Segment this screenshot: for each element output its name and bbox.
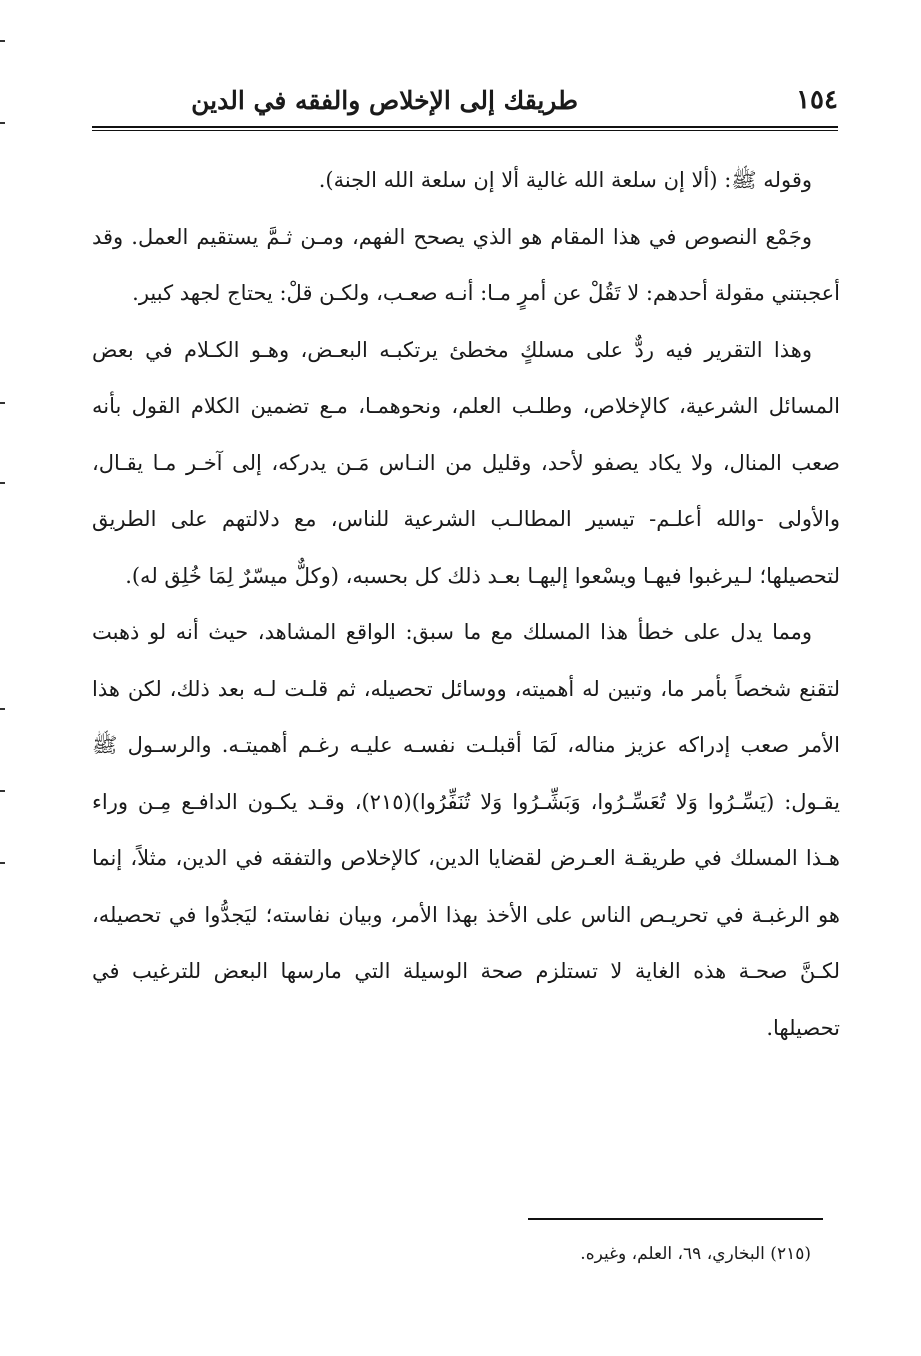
body-text bbox=[92, 152, 840, 1056]
footnote: (٢١٥) البخاري، ٦٩، العلم، وغيره. bbox=[580, 1244, 811, 1264]
running-title: طريقك إلى الإخلاص والفقه في الدين bbox=[191, 86, 578, 115]
paragraph: وقوله ﷺ: (ألا إن سلعة الله غالية ألا إن سلعة الله الجنة). bbox=[318, 168, 812, 192]
scan-edge-mark bbox=[0, 122, 5, 124]
scan-edge-mark bbox=[0, 708, 5, 710]
header-rule bbox=[92, 126, 838, 131]
page-number: ١٥٤ bbox=[796, 85, 838, 115]
scan-edge-mark bbox=[0, 482, 5, 484]
paragraph: وجَمْع النصوص في هذا المقام هو الذي يصحح الفهم، ومـن ثـمَّ يستقيم العمل. وقد أعجبتني مقولة أحدهم: لا تَقُلْ عن أمرٍ مـا: أنـه صعـب، ولكـن قلْ: يحتاج لجهد كبير. bbox=[92, 224, 840, 305]
scan-edge-mark bbox=[0, 40, 5, 42]
paragraph: ومما يدل على خطأ هذا المسلك مع ما سبق: الواقع المشاهد، حيث أنه لو ذهبت لتقنع شخصاً بأمر ما، وتبين له أهميته، ووسائل تحصيله، ثم قلـت لـه بعد ذلك، لكن هذا الأمر صعب إدراكه عزيز مناله، لَمَا أقبلـت نفسـه عليـه رغـم أهميتـه. والرسـول ﷺ يقـول: (يَسِّـرُوا وَلا تُعَسِّـرُوا، وَبَشِّـرُوا وَلا تُنَفِّرُوا)(٢١٥)، وقـد يكـون الدافـع مِـن وراء هـذا المسلك في طريقـة العـرض لقضايا الدين، كالإخلاص والتفقه في الدين، مثلاً، إنما هو الرغبـة في تحريـص الناس على الأخذ بهذا الأمر، وبيان نفاسته؛ ليَجدُّوا في تحصيله، لكـنَّ صحـة هذه الغاية لا تستلزم صحة الوسيلة التي مارسها البعض للترغيب في تحصيلها. bbox=[92, 620, 840, 1040]
footnote-rule bbox=[528, 1218, 823, 1220]
scan-edge-mark bbox=[0, 790, 5, 792]
scan-edge-mark bbox=[0, 862, 5, 864]
paragraph: وهذا التقرير فيه ردٌّ على مسلكٍ مخطئ يرتكبـه البعـض، وهـو الكـلام في بعض المسائل الشرعية، كالإخلاص، وطلـب العلم، ونحوهمـا، مـع تضمين الكلام القول بأنه صعب المنال، ولا يكاد يصفو لأحد، وقليل من النـاس مَـن يدركه، إلى آخـر مـا يقـال، والأولى -والله أعلـم- تيسير المطالـب الشرعية للناس، مع دلالتهم على الطريق لتحصيلها؛ لـيرغبوا فيهـا ويسْعوا إليهـا بعـد ذلك كل بحسبه، (وكلٌّ ميسّرٌ لِمَا خُلِق له). bbox=[92, 337, 840, 588]
scan-edge-mark bbox=[0, 402, 5, 404]
page-header bbox=[92, 86, 838, 122]
